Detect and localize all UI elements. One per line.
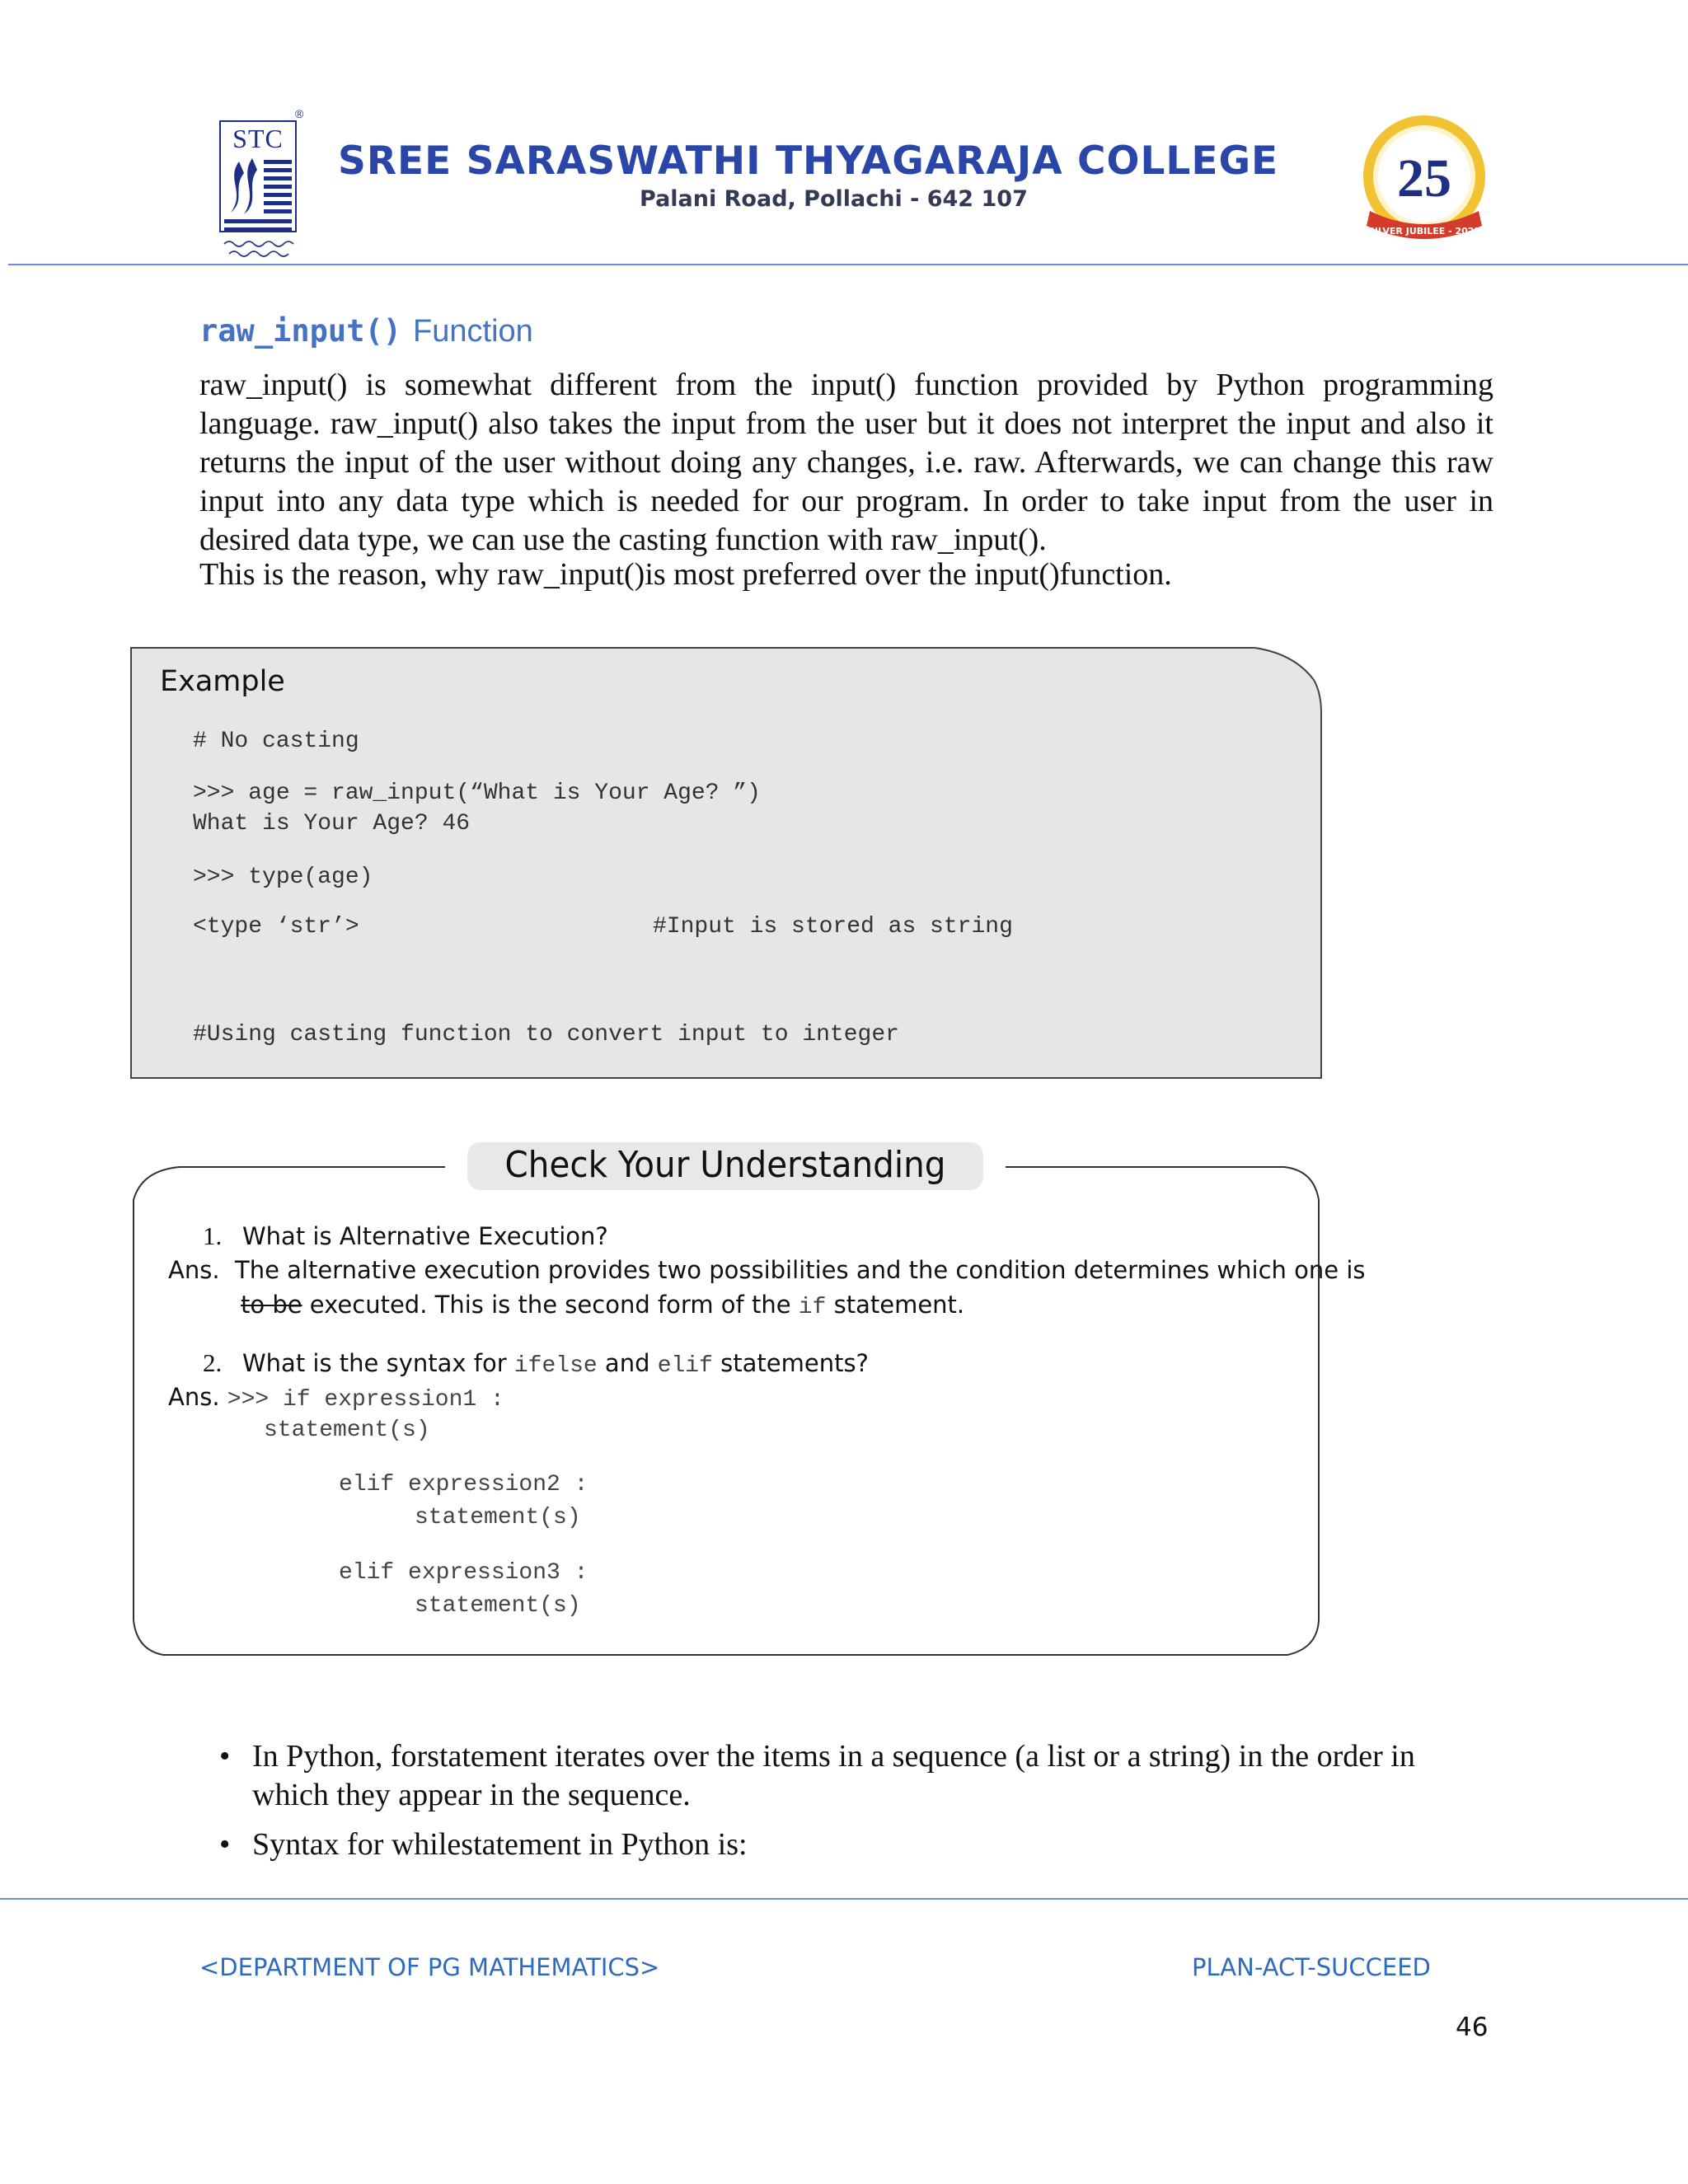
question-text: and <box>597 1349 658 1377</box>
code-line: >>> age = raw_input(“What is Your Age? ”) <box>193 780 761 806</box>
body-paragraph-last: This is the reason, why raw_input()is most preferred over the input()function. <box>199 557 1172 592</box>
question-text: What is Alternative Execution? <box>242 1222 608 1250</box>
example-box <box>130 647 1322 1079</box>
code-output: <type ‘str’> <box>193 914 359 940</box>
code-line: elif expression3 : <box>339 1560 588 1586</box>
bullet-text: In Python, forstatement iterates over the items in a sequence (a list or a string) in the order in which they appear in the sequence. <box>252 1739 1415 1812</box>
heading-code: raw_input() <box>199 313 402 349</box>
footer-department: <DEPARTMENT OF PG MATHEMATICS> <box>199 1953 660 1981</box>
bullet-dot: • <box>219 1827 231 1862</box>
college-name: SREE SARASWATHI THYAGARAJA COLLEGE <box>338 138 1279 184</box>
check-understanding-box <box>130 1142 1366 1657</box>
example-title: Example <box>160 665 285 698</box>
code-line: statement(s) <box>264 1418 430 1443</box>
footer-motto: PLAN-ACT-SUCCEED <box>1192 1953 1431 1981</box>
code-comment: #Input is stored as string <box>653 914 1013 940</box>
question-text: statements? <box>712 1349 869 1377</box>
stc-emblem <box>219 120 297 232</box>
answer-label: Ans. <box>168 1256 220 1284</box>
silver-jubilee-seal <box>1358 114 1490 249</box>
answer-2 <box>168 1383 504 1413</box>
question-1 <box>203 1221 608 1251</box>
answer-text: The alternative execution provides two possibilities and the condition determines which one is <box>234 1256 1366 1284</box>
footer-divider <box>0 1898 1688 1900</box>
code-line: >>> if expression1 : <box>227 1387 504 1413</box>
bullet-text: Syntax for whilestatement in Python is: <box>252 1827 748 1862</box>
bullet-dot: • <box>219 1739 231 1774</box>
stc-logo <box>219 107 304 264</box>
code-line: statement(s) <box>415 1593 581 1619</box>
stc-logo-text: STC <box>232 124 284 153</box>
answer-1-line-2 <box>241 1291 964 1320</box>
question-number: 2. <box>203 1348 223 1377</box>
code-line: statement(s) <box>415 1505 581 1530</box>
tamil-motto-mark <box>219 236 297 260</box>
struck-text: to be <box>241 1291 302 1319</box>
inline-code: if <box>798 1295 827 1320</box>
question-2 <box>203 1348 869 1379</box>
answer-text: executed. This is the second form of the <box>302 1291 799 1319</box>
code-comment: #Using casting function to convert input to integer <box>193 1022 899 1047</box>
registered-mark: ® <box>295 107 304 120</box>
page-number: 46 <box>1456 2013 1489 2042</box>
code-line: elif expression2 : <box>339 1472 588 1497</box>
question-number: 1. <box>203 1221 223 1250</box>
heading-word: Function <box>413 314 533 349</box>
jubilee-ribbon-text: SILVER JUBILEE - 2022 <box>1367 226 1481 237</box>
code-output: What is Your Age? 46 <box>193 811 471 837</box>
answer-label: Ans. <box>168 1383 220 1411</box>
section-heading <box>199 313 533 349</box>
body-paragraph: raw_input() is somewhat different from the input() function provided by Python programming language. raw_input() also takes the input from the user but it does not interpret the input and also it returns the input of the user without doing any changes, i.e. raw. Afterwards, we can change this raw input into any data type which is needed for our program. In order to take input from the user in desired data type, we can use the casting function with raw_input(). <box>199 368 1493 557</box>
answer-1-line-1 <box>168 1256 1365 1284</box>
inline-code: ifelse <box>513 1353 598 1379</box>
code-line: >>> type(age) <box>193 865 373 890</box>
jubilee-number: 25 <box>1397 148 1451 209</box>
college-address: Palani Road, Pollachi - 642 107 <box>640 186 1028 212</box>
check-understanding-title: Check Your Understanding <box>467 1142 983 1190</box>
header-divider <box>8 264 1688 265</box>
stc-flame-icon <box>221 155 295 237</box>
inline-code: elif <box>657 1353 713 1379</box>
code-comment: # No casting <box>193 729 359 754</box>
question-text: What is the syntax for <box>242 1349 514 1377</box>
answer-text: statement. <box>826 1291 965 1319</box>
